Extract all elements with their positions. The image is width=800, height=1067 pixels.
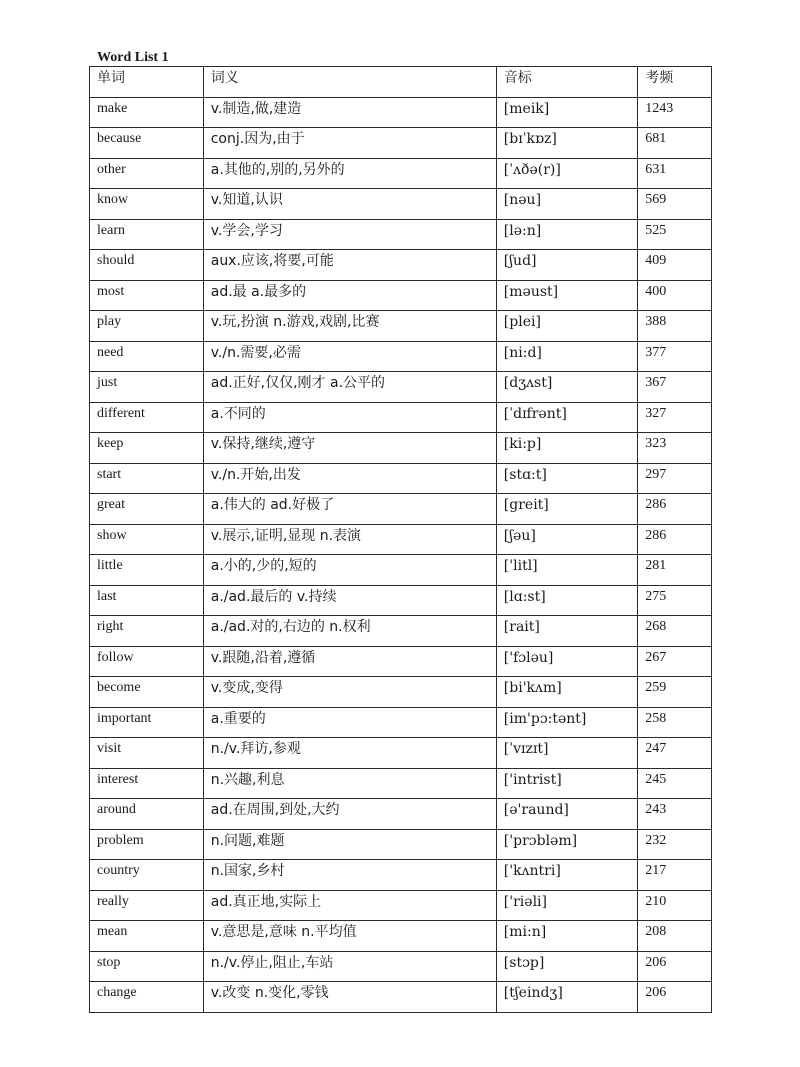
meaning-cell: ad.最 a.最多的 [203, 280, 496, 311]
word-cell: different [90, 402, 204, 433]
word-cell: important [90, 707, 204, 738]
word-cell: around [90, 799, 204, 830]
frequency-cell: 258 [638, 707, 712, 738]
table-row [90, 555, 712, 586]
meaning-cell: a./ad.对的,右边的 n.权利 [203, 616, 496, 647]
phonetic-cell: [stɑ:t] [496, 463, 637, 494]
phonetic-cell: [ki:p] [496, 433, 637, 464]
meaning-cell: n.兴趣,利息 [203, 768, 496, 799]
frequency-cell: 286 [638, 494, 712, 525]
phonetic-cell: [ʃəu] [496, 524, 637, 555]
table-row [90, 707, 712, 738]
phonetic-cell: ['riəli] [496, 890, 637, 921]
frequency-cell: 388 [638, 311, 712, 342]
table-row [90, 250, 712, 281]
table-row [90, 372, 712, 403]
table-row [90, 921, 712, 952]
meaning-cell: v.展示,证明,显现 n.表演 [203, 524, 496, 555]
phonetic-cell: [greit] [496, 494, 637, 525]
meaning-cell: v.改变 n.变化,零钱 [203, 982, 496, 1013]
word-cell: show [90, 524, 204, 555]
phonetic-cell: [ə'raund] [496, 799, 637, 830]
phonetic-cell: ['prɔbləm] [496, 829, 637, 860]
phonetic-cell: ['kʌntri] [496, 860, 637, 891]
word-cell: stop [90, 951, 204, 982]
word-cell: follow [90, 646, 204, 677]
frequency-cell: 631 [638, 158, 712, 189]
phonetic-cell: [ʃud] [496, 250, 637, 281]
word-cell: problem [90, 829, 204, 860]
frequency-cell: 206 [638, 951, 712, 982]
word-cell: country [90, 860, 204, 891]
meaning-cell: ad.在周围,到处,大约 [203, 799, 496, 830]
document-title: Word List 1 [97, 50, 169, 65]
meaning-cell: n.国家,乡村 [203, 860, 496, 891]
table-row [90, 463, 712, 494]
meaning-cell: v./n.开始,出发 [203, 463, 496, 494]
phonetic-cell: [plei] [496, 311, 637, 342]
meaning-cell: a.其他的,别的,另外的 [203, 158, 496, 189]
header-phonetic: 音标 [496, 67, 637, 98]
meaning-cell: n./v.停止,阻止,车站 [203, 951, 496, 982]
word-cell: interest [90, 768, 204, 799]
meaning-cell: a.重要的 [203, 707, 496, 738]
frequency-cell: 323 [638, 433, 712, 464]
table-row [90, 433, 712, 464]
frequency-cell: 409 [638, 250, 712, 281]
meaning-cell: v.学会,学习 [203, 219, 496, 250]
frequency-cell: 267 [638, 646, 712, 677]
meaning-cell: v.保持,继续,遵守 [203, 433, 496, 464]
table-row [90, 799, 712, 830]
table-row [90, 494, 712, 525]
word-cell: great [90, 494, 204, 525]
table-row [90, 97, 712, 128]
meaning-cell: aux.应该,将要,可能 [203, 250, 496, 281]
table-row [90, 158, 712, 189]
word-cell: last [90, 585, 204, 616]
table-row [90, 219, 712, 250]
meaning-cell: n.问题,难题 [203, 829, 496, 860]
meaning-cell: n./v.拜访,参观 [203, 738, 496, 769]
frequency-cell: 569 [638, 189, 712, 220]
word-cell: visit [90, 738, 204, 769]
table-row [90, 524, 712, 555]
table-row [90, 890, 712, 921]
table-row [90, 616, 712, 647]
table-row [90, 829, 712, 860]
frequency-cell: 217 [638, 860, 712, 891]
phonetic-cell: ['fɔləu] [496, 646, 637, 677]
meaning-cell: v.知道,认识 [203, 189, 496, 220]
meaning-cell: v./n.需要,必需 [203, 341, 496, 372]
phonetic-cell: [bɪˈkɒz] [496, 128, 637, 159]
frequency-cell: 232 [638, 829, 712, 860]
word-cell: mean [90, 921, 204, 952]
word-cell: keep [90, 433, 204, 464]
frequency-cell: 243 [638, 799, 712, 830]
table-row [90, 951, 712, 982]
table-row [90, 341, 712, 372]
table-row [90, 646, 712, 677]
word-cell: learn [90, 219, 204, 250]
frequency-cell: 400 [638, 280, 712, 311]
table-row [90, 585, 712, 616]
header-word: 单词 [90, 67, 204, 98]
meaning-cell: a./ad.最后的 v.持续 [203, 585, 496, 616]
word-cell: because [90, 128, 204, 159]
word-list-table [89, 66, 712, 1013]
frequency-cell: 377 [638, 341, 712, 372]
phonetic-cell: [lɑ:st] [496, 585, 637, 616]
meaning-cell: v.跟随,沿着,遵循 [203, 646, 496, 677]
meaning-cell: a.伟大的 ad.好极了 [203, 494, 496, 525]
frequency-cell: 281 [638, 555, 712, 586]
word-cell: other [90, 158, 204, 189]
meaning-cell: v.玩,扮演 n.游戏,戏剧,比赛 [203, 311, 496, 342]
table-body [90, 97, 712, 1012]
phonetic-cell: [ni:d] [496, 341, 637, 372]
word-cell: start [90, 463, 204, 494]
frequency-cell: 1243 [638, 97, 712, 128]
word-cell: need [90, 341, 204, 372]
meaning-cell: v.意思是,意味 n.平均值 [203, 921, 496, 952]
phonetic-cell: [stɔp] [496, 951, 637, 982]
frequency-cell: 525 [638, 219, 712, 250]
table-header-row [90, 67, 712, 98]
phonetic-cell: [im'pɔ:tənt] [496, 707, 637, 738]
word-cell: really [90, 890, 204, 921]
table-row [90, 860, 712, 891]
meaning-cell: conj.因为,由于 [203, 128, 496, 159]
frequency-cell: 247 [638, 738, 712, 769]
meaning-cell: ad.正好,仅仅,刚才 a.公平的 [203, 372, 496, 403]
meaning-cell: ad.真正地,实际上 [203, 890, 496, 921]
word-cell: little [90, 555, 204, 586]
word-cell: change [90, 982, 204, 1013]
phonetic-cell: [məust] [496, 280, 637, 311]
table-row [90, 402, 712, 433]
frequency-cell: 681 [638, 128, 712, 159]
frequency-cell: 297 [638, 463, 712, 494]
word-cell: right [90, 616, 204, 647]
table-row [90, 738, 712, 769]
meaning-cell: a.小的,少的,短的 [203, 555, 496, 586]
word-cell: should [90, 250, 204, 281]
frequency-cell: 206 [638, 982, 712, 1013]
meaning-cell: v.制造,做,建造 [203, 97, 496, 128]
frequency-cell: 208 [638, 921, 712, 952]
table-row [90, 189, 712, 220]
phonetic-cell: [rait] [496, 616, 637, 647]
phonetic-cell: [ˈʌðə(r)] [496, 158, 637, 189]
phonetic-cell: [lə:n] [496, 219, 637, 250]
phonetic-cell: ['litl] [496, 555, 637, 586]
word-cell: most [90, 280, 204, 311]
word-cell: become [90, 677, 204, 708]
frequency-cell: 210 [638, 890, 712, 921]
frequency-cell: 275 [638, 585, 712, 616]
phonetic-cell: [ˈdɪfrənt] [496, 402, 637, 433]
table-row [90, 311, 712, 342]
frequency-cell: 327 [638, 402, 712, 433]
frequency-cell: 268 [638, 616, 712, 647]
frequency-cell: 245 [638, 768, 712, 799]
table-row [90, 677, 712, 708]
word-cell: know [90, 189, 204, 220]
word-cell: just [90, 372, 204, 403]
phonetic-cell: [bi'kʌm] [496, 677, 637, 708]
frequency-cell: 367 [638, 372, 712, 403]
phonetic-cell: [ˈvɪzɪt] [496, 738, 637, 769]
phonetic-cell: [nəu] [496, 189, 637, 220]
table-row [90, 982, 712, 1013]
frequency-cell: 286 [638, 524, 712, 555]
phonetic-cell: [tʃeindʒ] [496, 982, 637, 1013]
header-meaning: 词义 [203, 67, 496, 98]
table-row [90, 280, 712, 311]
word-cell: make [90, 97, 204, 128]
table-row [90, 128, 712, 159]
meaning-cell: v.变成,变得 [203, 677, 496, 708]
table-row [90, 768, 712, 799]
word-cell: play [90, 311, 204, 342]
phonetic-cell: ['intrist] [496, 768, 637, 799]
phonetic-cell: [mi:n] [496, 921, 637, 952]
meaning-cell: a.不同的 [203, 402, 496, 433]
frequency-cell: 259 [638, 677, 712, 708]
phonetic-cell: [meik] [496, 97, 637, 128]
header-frequency: 考频 [638, 67, 712, 98]
phonetic-cell: [dʒʌst] [496, 372, 637, 403]
